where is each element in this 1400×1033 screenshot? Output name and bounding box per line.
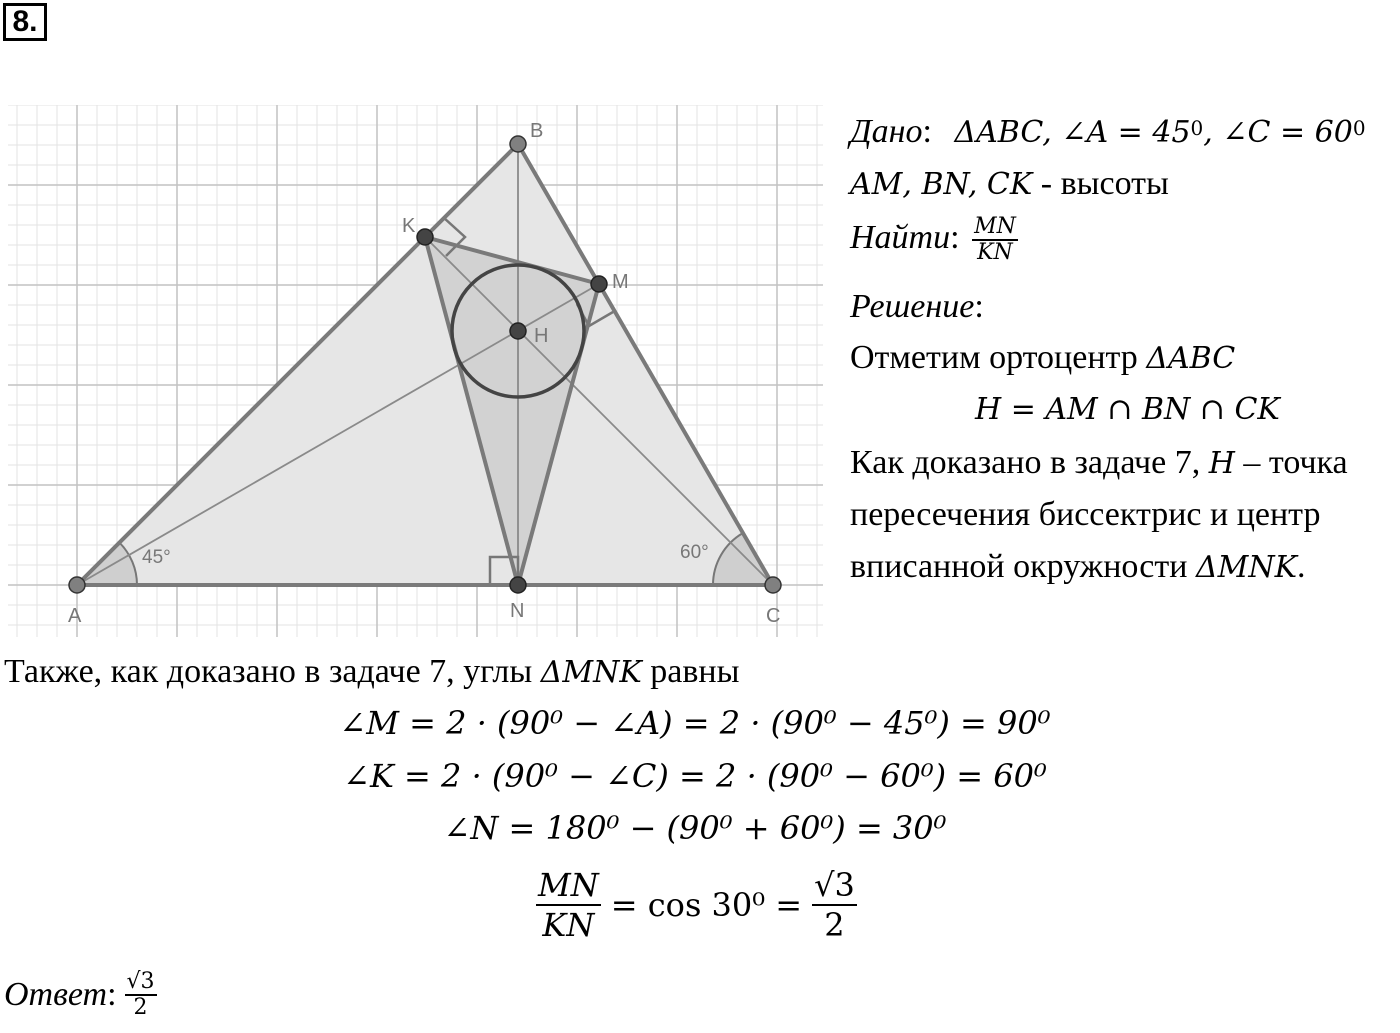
find-den: KN <box>977 240 1013 265</box>
ratio-equation <box>536 866 857 944</box>
find-fraction <box>972 215 1018 265</box>
also-math: ΔMNK <box>540 655 642 690</box>
angle-c-label: 60° <box>680 542 709 563</box>
given-sup-1: 0 <box>1190 116 1204 140</box>
problem-number: 8. <box>3 3 47 41</box>
angle-a-label: 45° <box>142 547 171 568</box>
point-h <box>510 323 526 339</box>
equation-m-text: ∠M = 2 · (90⁰ − ∠A) = 2 · (90⁰ − 45⁰) = 90⁰ <box>339 704 1051 742</box>
label-h: H <box>534 325 549 347</box>
answer-num: √3 <box>126 969 155 994</box>
answer-colon: : <box>107 976 117 1013</box>
find-num: MN <box>974 214 1016 239</box>
point-n <box>510 577 526 593</box>
also-text: Также, как доказано в задаче 7, углы <box>4 653 541 690</box>
given-statement <box>954 115 1365 150</box>
solution-line-2: H = AM ∩ BN ∩ CK <box>975 392 1280 427</box>
label-n: N <box>510 600 525 622</box>
solution-line-3 <box>850 443 1348 484</box>
point-m <box>591 276 607 292</box>
equation-m <box>0 703 1390 745</box>
point-k <box>417 229 433 245</box>
equation-k <box>0 756 1390 798</box>
solution-line-1 <box>850 338 1235 379</box>
given-sup-2: 0 <box>1352 116 1366 140</box>
solution-colon: : <box>974 288 984 325</box>
solution-line-3-text2: – точка <box>1234 444 1348 481</box>
solution-line-3-math: H <box>1208 446 1235 481</box>
also-line <box>4 652 739 693</box>
point-c <box>765 577 781 593</box>
ratio-num: MN <box>538 866 599 904</box>
solution-line-1-text: Отметим ортоцентр <box>850 339 1147 376</box>
answer-line <box>4 970 157 1020</box>
altitudes-math: AM, BN, CK <box>850 167 1033 202</box>
geometry-figure <box>0 0 830 640</box>
given-statement-2: , ∠C = 60 <box>1203 115 1353 150</box>
point-a <box>69 577 85 593</box>
solution-line-5-math: ΔMNK <box>1195 550 1297 585</box>
solution-line-5 <box>850 547 1305 588</box>
ratio-rden: 2 <box>824 906 845 944</box>
label-a: A <box>68 605 82 627</box>
answer-den: 2 <box>133 995 148 1020</box>
ratio-den: KN <box>542 906 595 944</box>
answer-fraction <box>125 970 157 1020</box>
solution-line-4: пересечения биссектрис и центр <box>850 496 1321 533</box>
altitudes-line <box>850 164 1169 205</box>
given-line <box>850 112 1366 153</box>
given-colon: : <box>922 113 932 150</box>
ratio-fraction-left <box>536 866 601 944</box>
label-k: K <box>402 215 416 237</box>
label-c: C <box>766 605 781 627</box>
solution-label: Решение <box>850 288 975 325</box>
ratio-fraction-right <box>812 866 857 944</box>
label-b: B <box>530 120 544 142</box>
solution-line-1-math: ΔABC <box>1146 341 1236 376</box>
find-colon: : <box>950 218 960 256</box>
solution-label-line <box>850 287 984 327</box>
altitudes-text: - высоты <box>1032 165 1169 202</box>
given-label: Дано <box>850 113 923 150</box>
equation-n-text: ∠N = 180⁰ − (90⁰ + 60⁰) = 30⁰ <box>443 809 947 847</box>
answer-label: Ответ <box>4 976 108 1013</box>
ratio-mid: = cos 30⁰ = <box>610 886 803 924</box>
find-label: Найти <box>850 218 951 256</box>
equation-n <box>0 808 1390 850</box>
solution-line-5-text: вписанной окружности <box>850 548 1196 585</box>
also-text2: равны <box>641 653 740 690</box>
solution-line-5-end: . <box>1296 548 1306 585</box>
point-b <box>510 136 526 152</box>
given-statement-1: ΔABC, ∠A = 45 <box>954 115 1191 150</box>
solution-line-3-text: Как доказано в задаче 7, <box>850 444 1209 481</box>
label-m: M <box>612 271 629 293</box>
equation-k-text: ∠K = 2 · (90⁰ − ∠C) = 2 · (90⁰ − 60⁰) = 60⁰ <box>343 757 1047 795</box>
ratio-rnum: √3 <box>814 866 855 904</box>
find-line <box>850 215 1018 265</box>
